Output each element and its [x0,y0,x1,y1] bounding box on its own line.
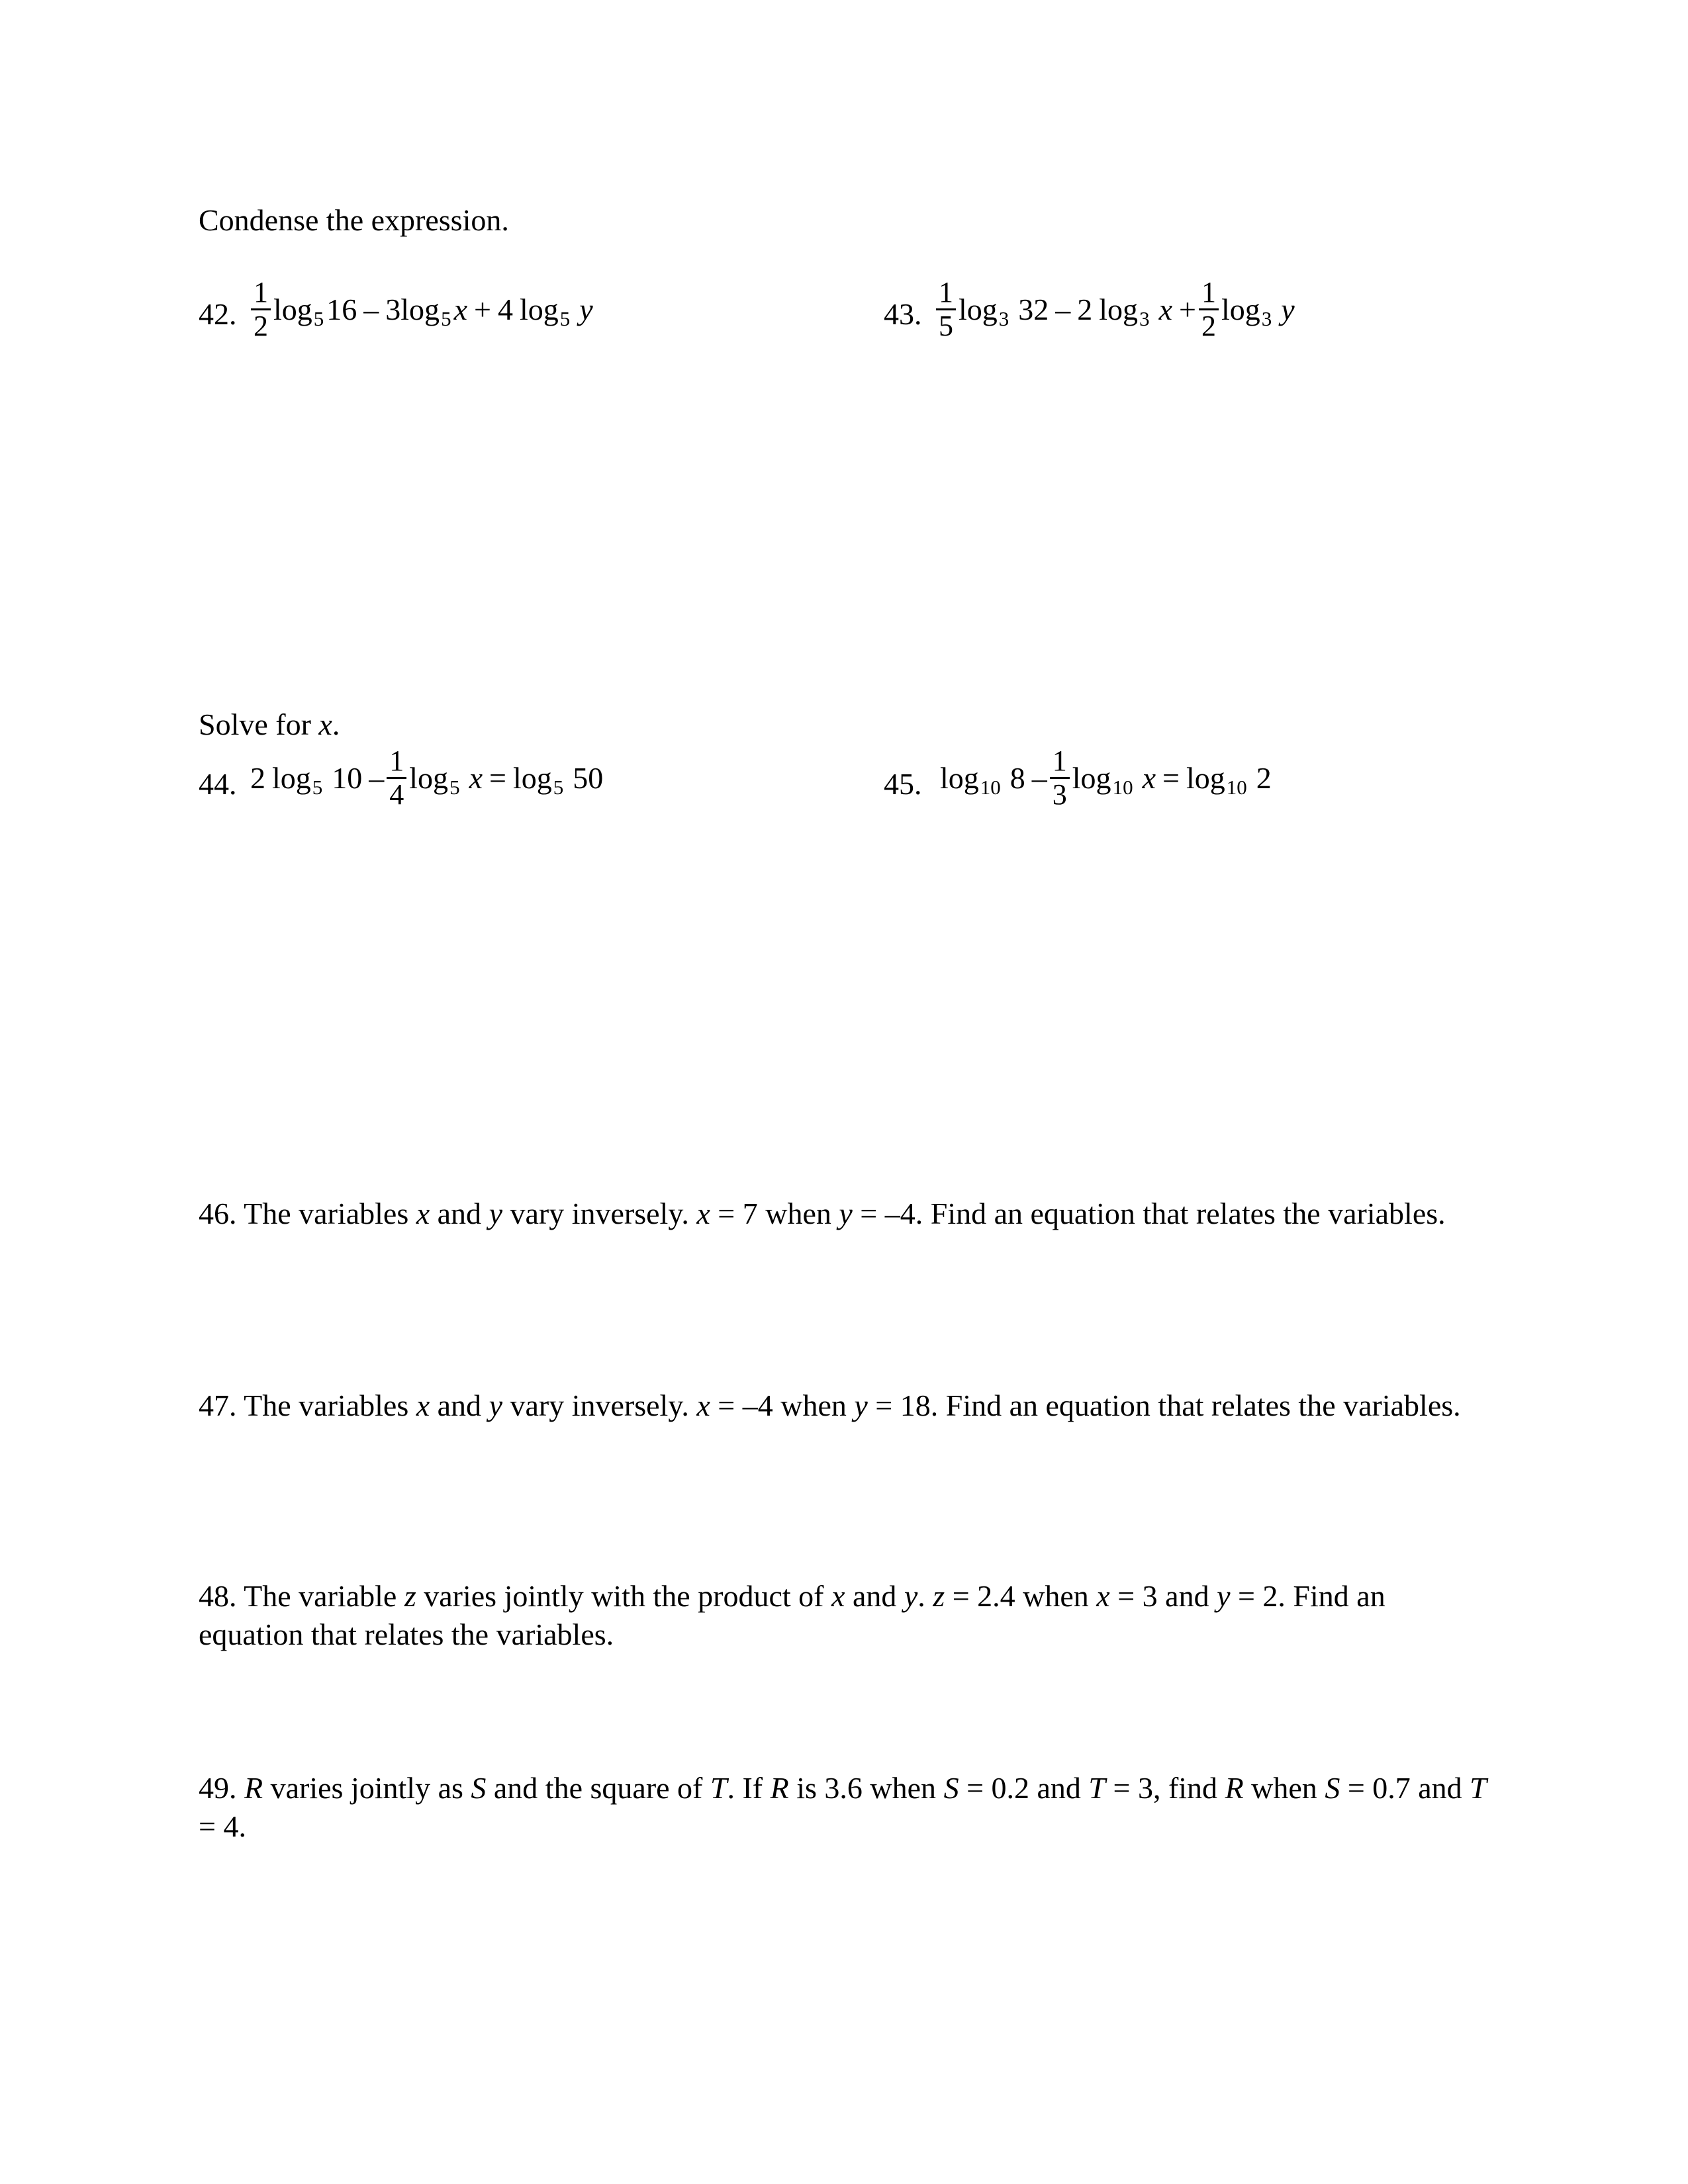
text: vary inversely. [502,1388,697,1422]
problem-42-expression [248,278,593,341]
problem-47 [199,1387,1496,1425]
log-arg: x [453,292,467,326]
log-arg: 32 [1018,292,1049,326]
log-text: log [272,760,311,795]
equals: = [1162,760,1180,795]
log-arg: 50 [573,760,604,795]
text: and the square of [486,1771,710,1805]
log-text: log [273,292,312,326]
operator: – [363,292,379,326]
text: 48. The variable [199,1579,404,1613]
log-arg: 16 [326,292,357,326]
problem-42-number: 42. [199,297,237,331]
text: = 7 when [710,1197,839,1230]
var-y: y [839,1197,853,1230]
coefficient: 2 [1077,292,1093,326]
var-x: x [416,1197,430,1230]
log-text: log [400,292,440,326]
var-S: S [943,1771,959,1805]
fraction [936,278,956,341]
text: = 2.4 when [945,1579,1097,1613]
var-z: z [404,1579,416,1613]
var-x: x [696,1388,710,1422]
denominator: 3 [1050,777,1070,809]
text: when [1243,1771,1325,1805]
log-arg: 8 [1009,760,1025,795]
var-T: T [710,1771,727,1805]
fraction [387,747,406,809]
problem-43-number: 43. [884,297,922,331]
var-z: z [933,1579,945,1613]
fraction [1050,747,1070,809]
numerator: 1 [1201,276,1216,308]
log-base: 10 [1226,776,1247,799]
var-x: x [831,1579,845,1613]
problem-45-expression [940,747,1272,809]
numerator: 1 [1052,745,1067,777]
var-x: x [1096,1579,1110,1613]
operator: – [1031,760,1047,795]
log-base: 5 [559,307,571,330]
text: = –4. Find an equation that relates the variables. [852,1197,1446,1230]
log-arg: x [1142,760,1156,795]
text: = –4 when [710,1388,855,1422]
text: varies jointly with the product of [416,1579,832,1613]
var-T: T [1470,1771,1487,1805]
var-x: x [416,1388,430,1422]
text: = 2. Find an equation that relates the variables. [199,1579,1385,1651]
log-text: log [940,760,979,795]
solve-heading-end: . [332,707,340,741]
var-R: R [1225,1771,1244,1805]
log-base: 3 [998,307,1009,330]
log-base: 5 [441,307,451,330]
text: = 3, find [1105,1771,1225,1805]
numerator: 1 [254,276,268,308]
coefficient: 4 [497,292,513,326]
log-text: log [409,760,449,795]
text: = 0.7 and [1340,1771,1470,1805]
log-arg: 10 [332,760,363,795]
var-x: x [696,1197,710,1230]
log-text: log [1221,292,1260,326]
problem-45-number: 45. [884,767,922,801]
text: varies jointly as [263,1771,471,1805]
denominator: 2 [1199,308,1219,341]
log-text: log [519,292,559,326]
var-T: T [1088,1771,1106,1805]
fraction [1199,278,1219,341]
log-arg: y [579,292,593,326]
var-y: y [1217,1579,1231,1613]
text: = 0.2 and [959,1771,1089,1805]
log-base: 3 [1139,307,1150,330]
solve-heading [199,709,340,740]
log-arg: x [469,760,483,795]
text: 47. The variables [199,1388,416,1422]
problem-49 [199,1769,1496,1846]
solve-heading-var: x [318,707,332,741]
condense-heading: Condense the expression. [199,203,509,237]
log-text: log [1072,760,1111,795]
var-y: y [489,1388,502,1422]
text: . If [727,1771,771,1805]
log-text: log [512,760,552,795]
operator: + [473,292,491,326]
var-y: y [904,1579,918,1613]
operator: – [369,760,385,795]
text: vary inversely. [502,1197,697,1230]
text: = 3 and [1109,1579,1217,1613]
log-base: 10 [1112,776,1133,799]
problem-46 [199,1195,1496,1233]
var-R: R [770,1771,789,1805]
log-base: 5 [553,776,564,799]
text: = 18. Find an equation that relates the variables. [867,1388,1461,1422]
text: and [845,1579,904,1613]
problem-43-expression [933,278,1295,341]
log-text: log [1186,760,1225,795]
log-arg: 2 [1256,760,1272,795]
log-base: 3 [1261,307,1272,330]
numerator: 1 [389,745,404,777]
log-base: 5 [312,776,323,799]
text: 46. The variables [199,1197,416,1230]
operator: – [1055,292,1071,326]
text: and [430,1197,489,1230]
text: and [430,1388,489,1422]
var-S: S [471,1771,487,1805]
denominator: 2 [251,308,271,341]
solve-heading-text: Solve for [199,707,319,741]
text: 49. [199,1771,244,1805]
fraction [251,278,271,341]
operator: + [1178,292,1196,326]
log-text: log [1099,292,1139,326]
var-y: y [489,1197,502,1230]
text: . [917,1579,933,1613]
equals: = [489,760,506,795]
numerator: 1 [939,276,953,308]
denominator: 4 [387,777,406,809]
coefficient: 3 [385,292,401,326]
denominator: 5 [936,308,956,341]
problem-48 [199,1577,1496,1654]
var-y: y [854,1388,868,1422]
var-S: S [1325,1771,1340,1805]
coefficient: 2 [250,760,265,795]
log-arg: y [1281,292,1295,326]
log-arg: x [1158,292,1172,326]
text: = 4. [199,1809,246,1843]
log-text: log [959,292,998,326]
log-base: 5 [313,307,324,330]
text: is 3.6 when [788,1771,944,1805]
var-R: R [244,1771,263,1805]
problem-44-expression [250,747,603,809]
log-base: 10 [980,776,1001,799]
problem-44-number: 44. [199,767,237,801]
log-base: 5 [449,776,460,799]
